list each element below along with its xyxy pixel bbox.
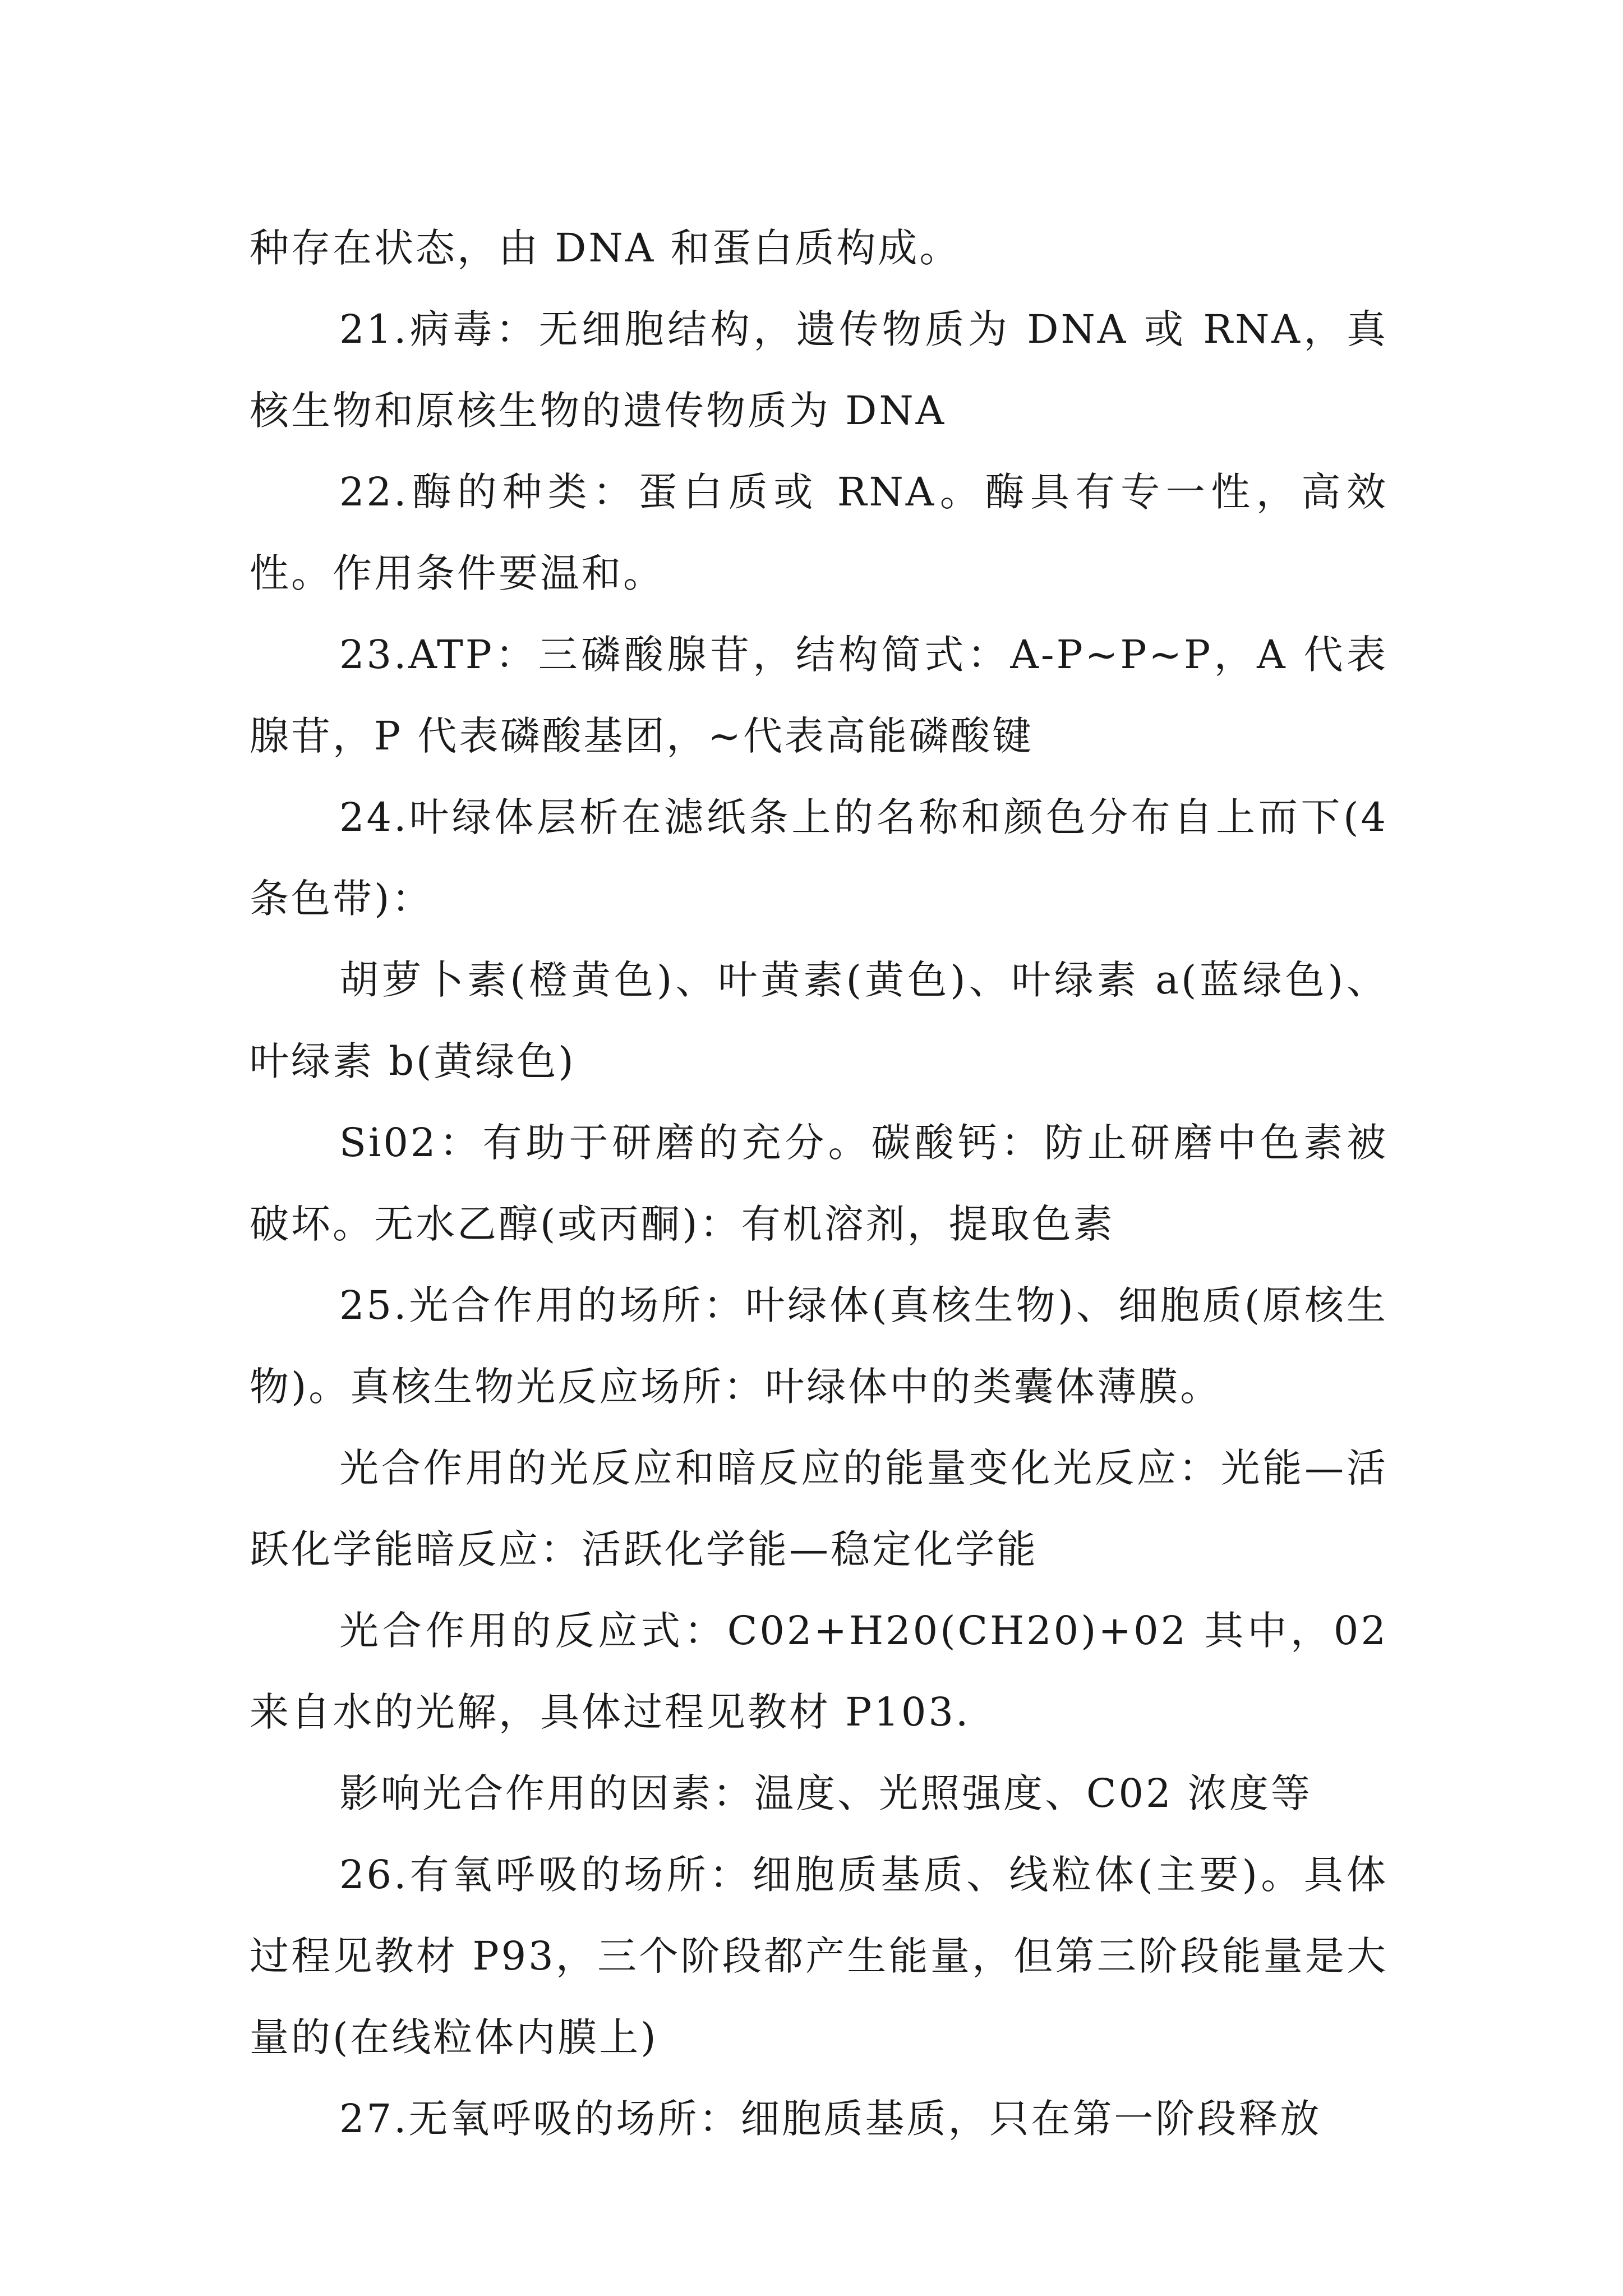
paragraph-reaction-equation: 光合作用的反应式：C02+H20(CH20)+02 其中，02 来自水的光解，具体过程见教材 P103. (250, 1608, 1388, 1735)
paragraph-27-anaerobic-respiration: 27.无氧呼吸的场所：细胞质基质，只在第一阶段释放 (339, 2096, 1322, 2142)
paragraph-23-atp: 23.ATP：三磷酸腺苷，结构简式：A-P~P~P，A 代表腺苷，P 代表磷酸基团，~代表高能磷酸键 (250, 632, 1388, 759)
paragraph-22-enzyme: 22.酶的种类：蛋白质或 RNA。酶具有专一性，高效性。作用条件要温和。 (250, 469, 1388, 596)
paragraph-reagents: Si02：有助于研磨的充分。碳酸钙：防止研磨中色素被破坏。无水乙醇(或丙酮)：有机溶剂，提取色素 (250, 1120, 1388, 1247)
paragraph-factors: 影响光合作用的因素：温度、光照强度、C02 浓度等 (339, 1770, 1312, 1816)
paragraph-26-aerobic-respiration: 26.有氧呼吸的场所：细胞质基质、线粒体(主要)。具体过程见教材 P93，三个阶段都产生能量，但第三阶段能量是大量的(在线粒体内膜上) (250, 1852, 1388, 2060)
paragraph-21-virus: 21.病毒：无细胞结构，遗传物质为 DNA 或 RNA，真核生物和原核生物的遗传物质为 DNA (250, 306, 1388, 434)
paragraph-24-chromatography: 24.叶绿体层析在滤纸条上的名称和颜色分布自上而下(4 条色带)： (250, 794, 1388, 922)
paragraph-energy-change: 光合作用的光反应和暗反应的能量变化光反应：光能—活跃化学能暗反应：活跃化学能—稳定化学能 (250, 1445, 1388, 1572)
paragraph-25-photosynthesis-site: 25.光合作用的场所：叶绿体(真核生物)、细胞质(原核生物)。真核生物光反应场所：叶绿体中的类囊体薄膜。 (250, 1282, 1388, 1410)
paragraph-continuation: 种存在状态，由 DNA 和蛋白质构成。 (250, 225, 961, 271)
document-page (250, 208, 1388, 2160)
paragraph-pigments: 胡萝卜素(橙黄色)、叶黄素(黄色)、叶绿素 a(蓝绿色)、叶绿素 b(黄绿色) (250, 957, 1388, 1084)
